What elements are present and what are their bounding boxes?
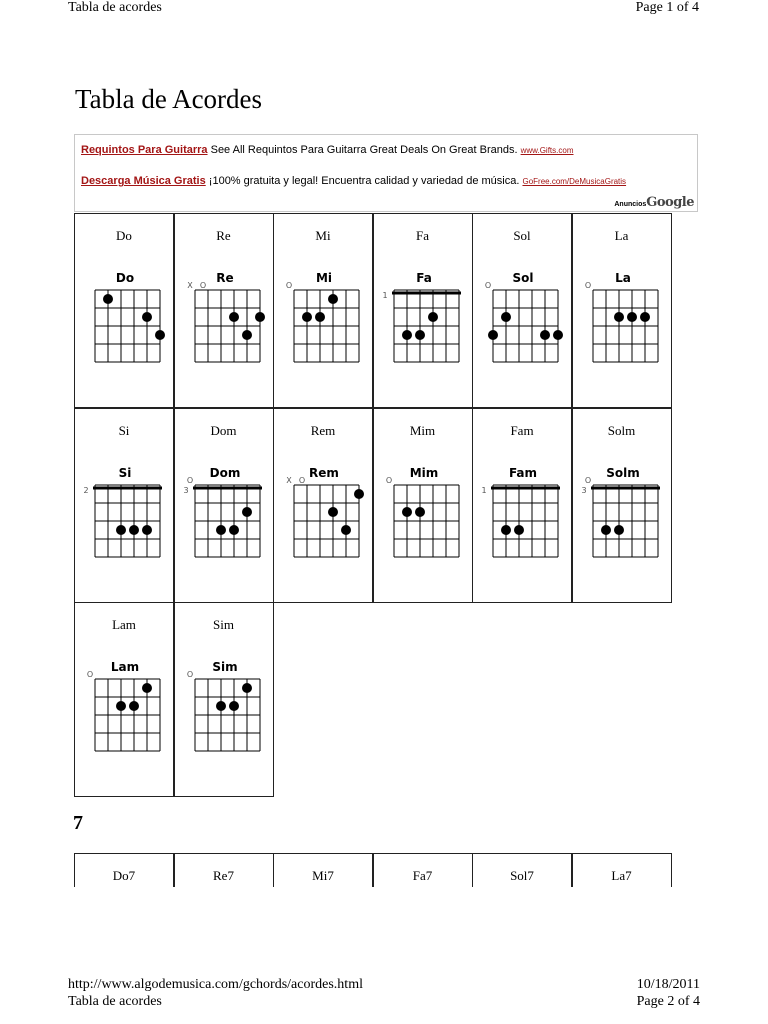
chord-name: Sim xyxy=(213,617,234,632)
ad-title-link[interactable]: Descarga Música Gratis xyxy=(81,175,206,187)
chord-diagram xyxy=(374,258,474,368)
string-marker: X xyxy=(286,475,292,485)
print-header-page: Page 1 of 4 xyxy=(635,0,699,15)
finger-dot xyxy=(501,525,511,535)
chord-name: Fa xyxy=(416,228,429,243)
chord-diagram-label: Sol xyxy=(512,271,534,285)
chord-diagram-label: Solm xyxy=(605,465,640,480)
chord7-name: Re7 xyxy=(213,868,234,883)
finger-dot xyxy=(155,330,165,340)
chord7-cell xyxy=(373,853,473,887)
chord-diagram xyxy=(473,258,573,368)
chord-diagram xyxy=(473,453,573,563)
finger-dot xyxy=(614,525,624,535)
finger-dot xyxy=(514,525,524,535)
page-title: Tabla de Acordes xyxy=(75,84,263,114)
finger-dot xyxy=(328,294,338,304)
fret-number: 3 xyxy=(580,485,587,495)
chord-diagram xyxy=(75,258,175,368)
footer-title: Tabla de acordes xyxy=(68,994,162,1009)
finger-dot xyxy=(415,507,425,517)
chord-diagram xyxy=(274,453,374,563)
chord-name: Fam xyxy=(510,422,534,438)
string-marker: O xyxy=(186,670,193,679)
chord7-cell xyxy=(472,853,572,887)
string-marker: O xyxy=(584,281,591,290)
chord7-cell xyxy=(174,853,274,887)
string-marker: O xyxy=(285,281,293,290)
finger-dot xyxy=(601,525,611,535)
ad-title-link[interactable]: Requintos Para Guitarra xyxy=(81,144,208,156)
chord-diagram-label: Si xyxy=(118,465,132,480)
string-marker: O xyxy=(186,475,193,485)
chord-cell xyxy=(472,213,572,408)
chord-cell xyxy=(273,408,373,603)
fret-number: 3 xyxy=(182,485,189,495)
ad-text: ¡100% gratuita y legal! Encuentra calidad y variedad de música. xyxy=(205,175,523,187)
ad-item xyxy=(81,144,574,156)
footer-url: http://www.algodemusica.com/gchords/acordes.html xyxy=(68,977,363,992)
chord7-cell xyxy=(273,853,373,887)
chord-diagram-label: Do xyxy=(115,271,135,285)
chord-cell xyxy=(273,213,373,408)
chord-cell xyxy=(74,213,174,408)
finger-dot xyxy=(614,312,624,322)
chord-diagram-label: Lam xyxy=(110,660,140,674)
finger-dot xyxy=(315,312,325,322)
string-marker: O xyxy=(385,475,392,485)
chord-name: Dom xyxy=(210,422,237,438)
chord-cell xyxy=(572,408,672,603)
chord-cell xyxy=(572,213,672,408)
finger-dot xyxy=(242,507,252,517)
ad-url-link[interactable]: GoFree.com/DeMusicaGratis xyxy=(522,177,627,186)
finger-dot xyxy=(341,525,351,535)
chord7-name: Sol7 xyxy=(510,868,534,883)
chord-diagram-label: Rem xyxy=(309,465,339,480)
ads-by-google[interactable] xyxy=(614,195,694,210)
chord-diagram xyxy=(75,453,175,563)
finger-dot xyxy=(229,701,239,711)
chord-diagram xyxy=(274,258,374,368)
chord7-name: Do7 xyxy=(112,868,136,883)
chord-name: La xyxy=(614,228,629,243)
finger-dot xyxy=(142,525,152,535)
finger-dot xyxy=(302,312,312,322)
ad-item xyxy=(81,175,626,187)
chord-diagram-label: Mim xyxy=(409,465,438,480)
string-marker: X xyxy=(186,281,193,290)
barre-bar xyxy=(93,486,162,489)
chord-diagram xyxy=(175,647,275,757)
chord-diagram-label: Fa xyxy=(415,271,432,285)
chord-cell xyxy=(74,602,174,797)
chord-name: Rem xyxy=(310,422,336,438)
barre-bar xyxy=(491,486,560,489)
finger-dot xyxy=(129,701,139,711)
chord-name: Solm xyxy=(607,422,636,438)
section-title: 7 xyxy=(73,812,83,834)
chord-diagram-label: Sim xyxy=(211,660,238,674)
chord7-name: La7 xyxy=(611,868,632,883)
finger-dot xyxy=(501,312,511,322)
string-marker: O xyxy=(484,281,492,290)
chord-name: Mi xyxy=(315,228,331,243)
finger-dot xyxy=(488,330,498,340)
chord-diagram xyxy=(573,453,673,563)
finger-dot xyxy=(627,312,637,322)
chord7-name: Mi7 xyxy=(312,868,334,883)
chord-diagram-label: Re xyxy=(215,271,234,285)
finger-dot xyxy=(129,525,139,535)
string-marker: O xyxy=(86,670,94,679)
chord-diagram-label: Mi xyxy=(315,271,333,285)
finger-dot xyxy=(116,525,126,535)
string-marker: O xyxy=(584,475,591,485)
fret-number: 1 xyxy=(481,485,487,495)
chord-cell xyxy=(373,408,473,603)
finger-dot xyxy=(229,525,239,535)
string-marker: O xyxy=(298,475,306,485)
footer-page: Page 2 of 4 xyxy=(636,994,700,1009)
finger-dot xyxy=(328,507,338,517)
chord-name: Lam xyxy=(112,617,136,632)
chord-cell xyxy=(472,408,572,603)
chord7-name: Fa7 xyxy=(412,868,433,883)
ad-box xyxy=(74,134,698,212)
print-header-title: Tabla de acordes xyxy=(68,0,162,15)
chord-diagram xyxy=(573,258,673,368)
finger-dot xyxy=(255,312,265,322)
finger-dot xyxy=(428,312,438,322)
chord-cell xyxy=(174,602,274,797)
finger-dot xyxy=(402,330,412,340)
finger-dot xyxy=(553,330,563,340)
barre-bar xyxy=(591,486,660,489)
chord-name: Si xyxy=(118,422,130,438)
chord7-cell xyxy=(572,853,672,887)
ads-label: Anuncios xyxy=(614,201,647,208)
chord7-cell xyxy=(74,853,174,887)
barre-bar xyxy=(392,292,461,295)
string-marker: O xyxy=(199,281,206,290)
chord-cell xyxy=(373,213,473,408)
finger-dot xyxy=(116,701,126,711)
fret-number: 2 xyxy=(83,485,89,495)
finger-dot xyxy=(242,683,252,693)
finger-dot xyxy=(216,701,226,711)
finger-dot xyxy=(142,683,152,693)
google-logo: Google xyxy=(646,195,694,210)
chord-diagram xyxy=(175,453,275,563)
ad-url-link[interactable]: www.Gifts.com xyxy=(520,146,574,155)
finger-dot xyxy=(540,330,550,340)
chord-diagram xyxy=(75,647,175,757)
finger-dot xyxy=(640,312,650,322)
barre-bar xyxy=(193,486,262,489)
chord-name: Do xyxy=(116,228,132,243)
finger-dot xyxy=(103,294,113,304)
chord-diagram xyxy=(374,453,474,563)
fret-number: 1 xyxy=(381,291,388,300)
finger-dot xyxy=(229,312,239,322)
chord-cell xyxy=(174,408,274,603)
chord-name: Mim xyxy=(409,422,436,438)
finger-dot xyxy=(415,330,425,340)
chord-diagram-label: Fam xyxy=(508,465,538,480)
chord-cell xyxy=(74,408,174,603)
finger-dot xyxy=(354,489,364,499)
chord-diagram-label: La xyxy=(614,271,631,285)
finger-dot xyxy=(216,525,226,535)
finger-dot xyxy=(242,330,252,340)
finger-dot xyxy=(402,507,412,517)
chord-diagram xyxy=(175,258,275,368)
ad-text: See All Requintos Para Guitarra Great Deals On Great Brands. xyxy=(207,144,521,156)
finger-dot xyxy=(142,312,152,322)
chord-name: Sol xyxy=(513,228,531,243)
chord-diagram-label: Dom xyxy=(209,465,240,480)
footer-date: 10/18/2011 xyxy=(636,977,700,992)
chord-name: Re xyxy=(216,228,231,243)
chord-cell xyxy=(174,213,274,408)
